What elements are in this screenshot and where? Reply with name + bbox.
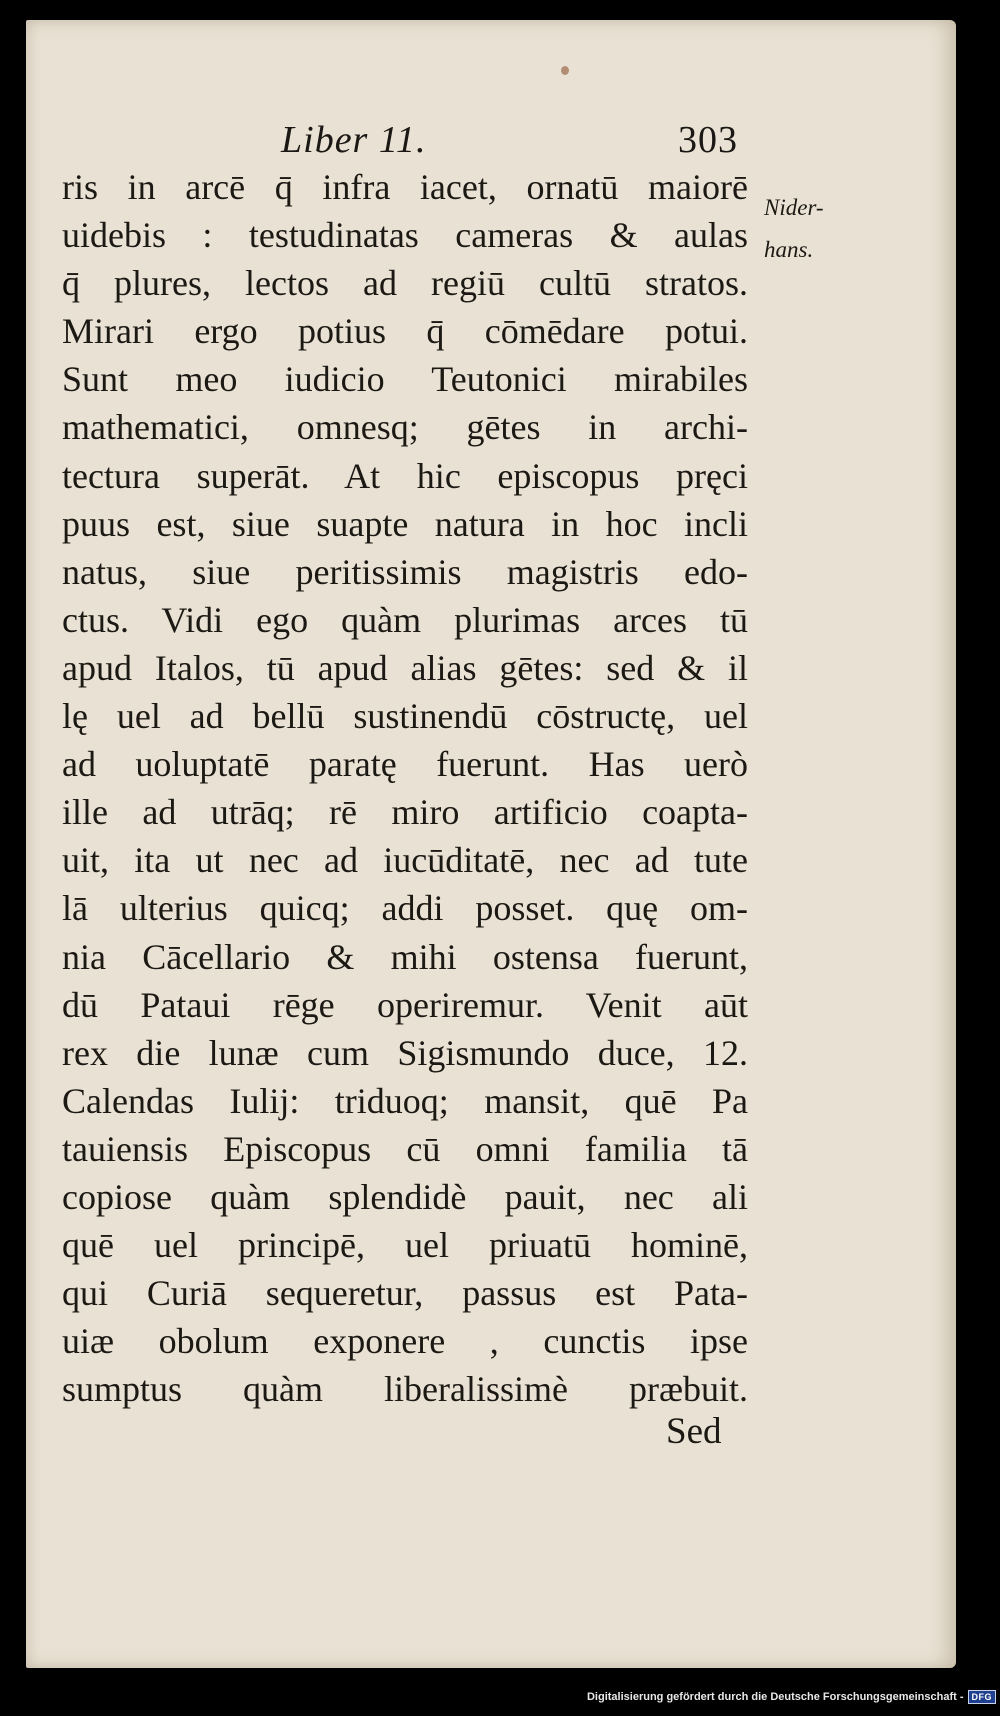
credit-text: Digitalisierung gefördert durch die Deutsche Forschungsgemeinschaft - xyxy=(586,1691,964,1703)
dfg-logo-icon: DFG xyxy=(968,1690,997,1704)
text-line: Mirari ergo potius q̄ cōmēdare potui. xyxy=(62,311,748,352)
text-line: ad uoluptatē paratę fuerunt. Has uerò xyxy=(62,744,748,785)
text-block xyxy=(62,163,748,1413)
text-line: mathematici, omnesq; gētes in archi- xyxy=(62,407,748,448)
text-line: ris in arcē q̄ infra iacet, ornatū maiorē xyxy=(62,167,748,207)
text-line: qui Curiā sequeretur, passus est Pata- xyxy=(62,1273,748,1314)
text-line: nia Cācellario & mihi ostensa fuerunt, xyxy=(62,936,748,977)
text-line: Sunt meo iudicio Teutonici mirabiles xyxy=(62,359,748,400)
text-line: quē uel principē, uel priuatū hominē, xyxy=(62,1225,748,1266)
ink-spot xyxy=(561,66,569,75)
text-line: q̄ plures, lectos ad regiū cultū stratos. xyxy=(62,263,748,304)
digitization-credit xyxy=(587,1690,996,1704)
text-line: ille ad utrāq; rē miro artificio coapta- xyxy=(62,792,748,833)
text-line: tauiensis Episcopus cū omni familia tā xyxy=(62,1128,748,1169)
text-line: dū Pataui rēge operiremur. Venit aūt xyxy=(62,984,748,1025)
marginal-note-line: Nider- xyxy=(764,195,824,220)
text-line: uiæ obolum exponere , cunctis ipse xyxy=(62,1321,748,1362)
text-line: rex die lunæ cum Sigismundo duce, 12. xyxy=(62,1032,748,1073)
page-number: 303 xyxy=(678,119,738,161)
marginal-note-line: hans. xyxy=(764,237,814,262)
text-line: tectura superāt. At hic episcopus pręci xyxy=(62,455,748,496)
text-line: lę uel ad bellū sustinendū cōstructę, uel xyxy=(62,696,748,737)
book-page xyxy=(26,20,956,1668)
text-line: Calendas Iulij: triduoq; mansit, quē Pa xyxy=(62,1080,748,1121)
text-line: natus, siue peritissimis magistris edo- xyxy=(62,551,748,592)
text-line: apud Italos, tū apud alias gētes: sed & il xyxy=(62,647,748,688)
text-line: uidebis : testudinatas cameras & aulas xyxy=(62,215,748,256)
text-line: copiose quàm splendidè pauit, nec ali xyxy=(62,1176,748,1217)
text-line: sumptus quàm liberalissimè præbuit. xyxy=(62,1369,748,1410)
text-line: puus est, siue suapte natura in hoc incli xyxy=(62,503,748,544)
text-line: uit, ita ut nec ad iucūditatē, nec ad tute xyxy=(62,840,748,881)
catchword: Sed xyxy=(666,1411,722,1452)
text-line: lā ulterius quicq; addi posset. quę om- xyxy=(62,888,748,929)
running-head: Liber 11. xyxy=(281,119,427,161)
text-line: ctus. Vidi ego quàm plurimas arces tū xyxy=(62,599,748,640)
marginal-note xyxy=(764,187,824,271)
